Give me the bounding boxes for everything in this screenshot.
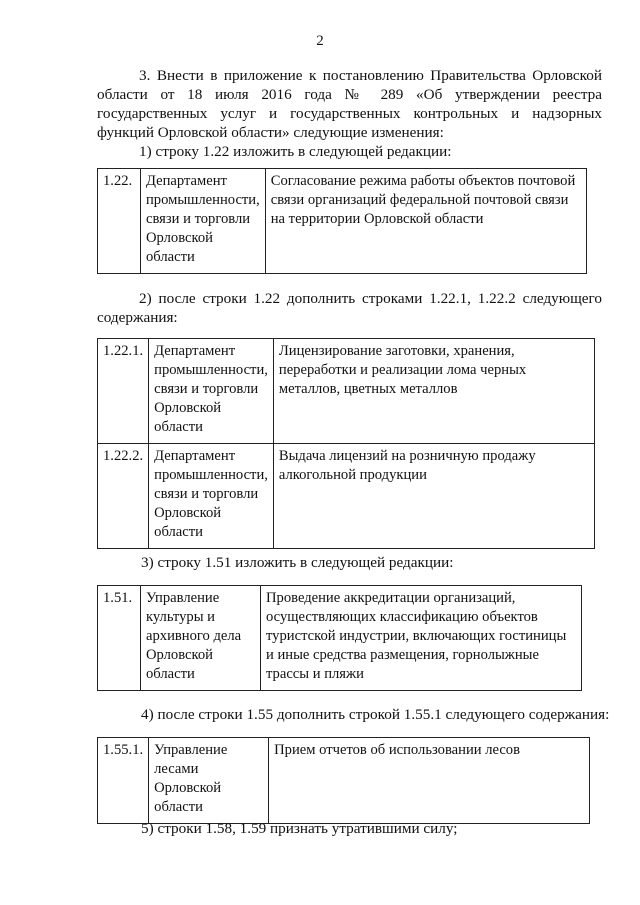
row-service: Прием отчетов об использовании лесов — [269, 738, 590, 824]
row-number: 1.22. — [98, 169, 141, 274]
registry-table-3 — [97, 585, 582, 691]
row-department: Управление лесами Орловской области — [149, 738, 269, 824]
table-row — [98, 586, 582, 691]
table-row — [98, 339, 595, 444]
row-service: Проведение аккредитации организаций, осуществляющих классификацию объектов туристской индустрии, включающих гостиницы и иные средства размещения, горнолыжные трассы и пляжи — [261, 586, 582, 691]
registry-table-4 — [97, 737, 590, 824]
registry-table-2 — [97, 338, 595, 549]
intro-paragraph: 3. Внести в приложение к постановлению Правительства Орловской области от 18 июля 2016 года № 289 «Об утверждении реестра государственных услуг и государственных контрольных и надзорных функций Орловской области» следующие изменения: — [97, 67, 602, 141]
row-department: Управление культуры и архивного дела Орловской области — [141, 586, 261, 691]
table-row — [98, 169, 587, 274]
row-number: 1.22.2. — [98, 444, 149, 549]
list-item-4: 4) после строки 1.55 дополнить строкой 1.55.1 следующего содержания: — [141, 706, 610, 723]
list-item-2: 2) после строки 1.22 дополнить строками 1.22.1, 1.22.2 следующего содержания: — [97, 290, 602, 326]
row-department: Департамент промышленности, связи и торговли Орловской области — [141, 169, 266, 274]
table-row — [98, 444, 595, 549]
row-number: 1.22.1. — [98, 339, 149, 444]
page-number: 2 — [316, 33, 324, 49]
row-department: Департамент промышленности, связи и торговли Орловской области — [149, 444, 274, 549]
registry-table-1 — [97, 168, 587, 274]
list-item-1: 1) строку 1.22 изложить в следующей редакции: — [139, 143, 452, 160]
row-service: Согласование режима работы объектов почтовой связи организаций федеральной почтовой связи на территории Орловской области — [265, 169, 586, 274]
list-item-5: 5) строки 1.58, 1.59 признать утратившими силу; — [141, 820, 458, 837]
row-department: Департамент промышленности, связи и торговли Орловской области — [149, 339, 274, 444]
row-service: Выдача лицензий на розничную продажу алкогольной продукции — [273, 444, 594, 549]
list-item-3: 3) строку 1.51 изложить в следующей редакции: — [141, 554, 454, 571]
table-row — [98, 738, 590, 824]
row-number: 1.55.1. — [98, 738, 149, 824]
row-number: 1.51. — [98, 586, 141, 691]
row-service: Лицензирование заготовки, хранения, переработки и реализации лома черных металлов, цветных металлов — [273, 339, 594, 444]
